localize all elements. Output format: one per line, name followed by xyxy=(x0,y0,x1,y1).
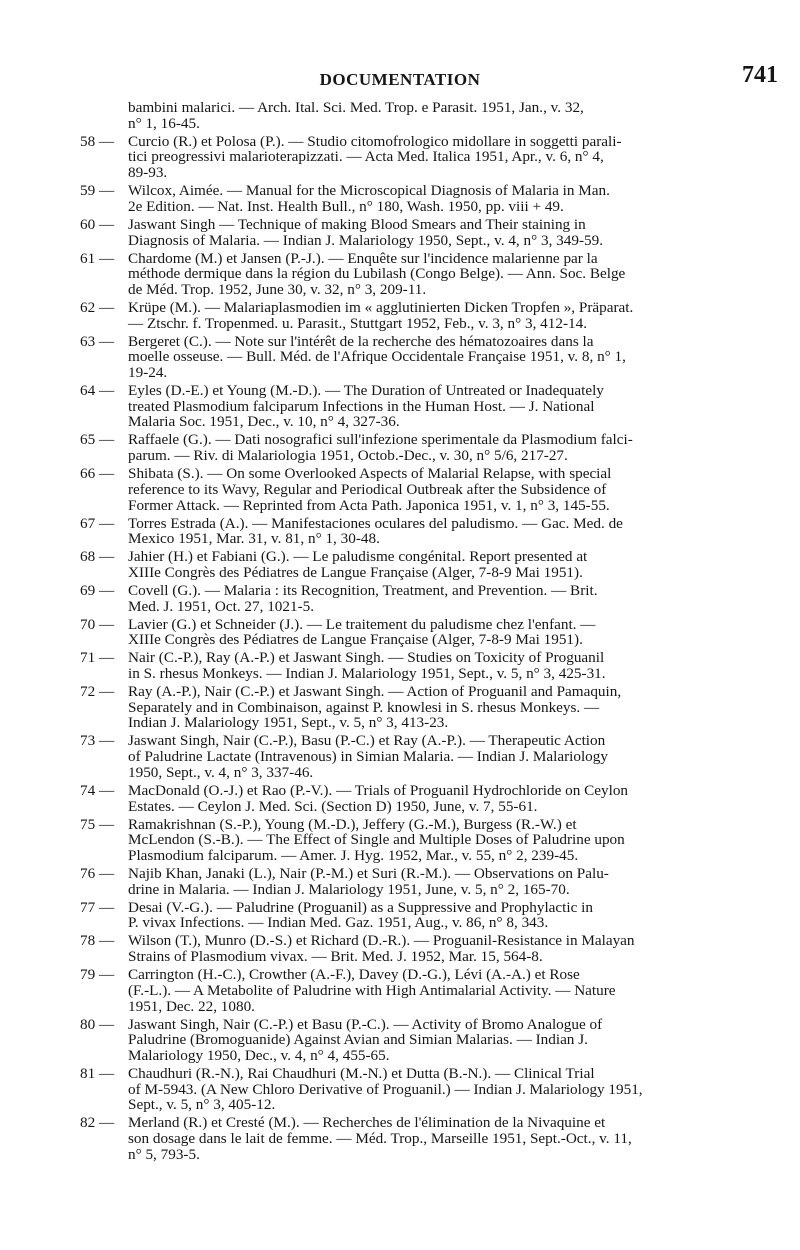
entry-citation: Wilson (T.), Munro (D.-S.) et Richard (D.-R.). — Proguanil-Resistance in Malayan Strains of Plasmodium vivax. — Brit. Med. J. 1952, Mar. 15, 564-8. xyxy=(128,932,635,966)
bibliography-entry xyxy=(0,866,800,897)
bibliography-entry xyxy=(0,900,800,931)
entry-citation: Jaswant Singh, Nair (C.-P.) et Basu (P.-C.). — Activity of Bromo Analogue of Paludrine (Bromoguanide) Against Avian and Simian Malarias. — Indian J. Malariology 1950, Dec., v. 4, n° 4, 455-65. xyxy=(128,1015,603,1064)
entry-citation: bambini malarici. — Arch. Ital. Sci. Med. Trop. e Parasit. 1951, Jan., v. 32, n° 1, 16-45. xyxy=(128,99,584,132)
entry-citation: Chardome (M.) et Jansen (P.-J.). — Enquête sur l'incidence malarienne par la méthode dermique dans la région du Lubilash (Congo Belge). — Ann. Soc. Belge de Méd. Trop. 1952, June 30, v. 32, n° 3, 209-11. xyxy=(128,249,626,298)
entry-citation: Chaudhuri (R.-N.), Rai Chaudhuri (M.-N.) et Dutta (B.-N.). — Clinical Trial of M-5943. (A New Chloro Derivative of Proguanil.) — Indian J. Malariology 1951, Sept., v. 5, n° 3, 405-12. xyxy=(128,1064,643,1114)
entry-number: 58 — xyxy=(80,132,115,150)
bibliography-entry xyxy=(0,1017,800,1064)
running-head xyxy=(0,60,800,100)
entry-number: 77 — xyxy=(80,898,115,916)
entry-citation: Covell (G.). — Malaria : its Recognition, Treatment, and Prevention. — Brit. Med. J. 1951, Oct. 27, 1021-5. xyxy=(128,581,598,615)
entry-citation: Krüpe (M.). — Malariaplasmodien im « agglutinierten Dicken Tropfen », Präparat. — Ztschr. f. Tropenmed. u. Parasit., Stuttgart 1952, Feb., v. 3, n° 3, 412-14. xyxy=(128,298,634,332)
entry-number: 64 — xyxy=(80,382,115,400)
bibliography-entry xyxy=(0,583,800,614)
entry-number: 70 — xyxy=(80,615,115,633)
bibliography-entry xyxy=(0,617,800,648)
entry-number: 61 — xyxy=(80,249,115,267)
bibliography-entry xyxy=(0,933,800,964)
entry-citation: Desai (V.-G.). — Paludrine (Proguanil) as a Suppressive and Prophylactic in P. vivax Infections. — Indian Med. Gaz. 1951, Aug., v. 86, n° 8, 343. xyxy=(128,898,593,932)
bibliography-list xyxy=(0,100,800,1165)
entry-citation: Jahier (H.) et Fabiani (G.). — Le paludisme congénital. Report presented at XIIIe Congrès des Pédiatres de Langue Française (Alger, 7-8-9 Mai 1951). xyxy=(128,548,588,581)
bibliography-entry xyxy=(0,334,800,381)
entry-citation: Ramakrishnan (S.-P.), Young (M.-D.), Jeffery (G.-M.), Burgess (R.-W.) et McLendon (S.-B.). — The Effect of Single and Multiple Doses of Paludrine upon Plasmodium falciparum. — Amer. J. Hyg. 1952, Mar., v. 55, n° 2, 239-45. xyxy=(128,815,625,864)
bibliography-entry xyxy=(0,217,800,248)
entry-number: 81 — xyxy=(80,1064,115,1082)
entry-citation: Carrington (H.-C.), Crowther (A.-F.), Davey (D.-G.), Lévi (A.-A.) et Rose (F.-L.). — A Metabolite of Paludrine with High Antimalarial Activity. — Nature 1951, Dec. 22, 1080. xyxy=(128,966,616,1015)
entry-citation: Najib Khan, Janaki (L.), Nair (P.-M.) et Suri (R.-M.). — Observations on Palu- drine in Malaria. — Indian J. Malariology 1951, June, v. 5, n° 2, 165-70. xyxy=(128,864,609,898)
page-title: DOCUMENTATION xyxy=(319,70,481,89)
entry-number: 75 — xyxy=(80,815,115,833)
entry-citation: Shibata (S.). — On some Overlooked Aspects of Malarial Relapse, with special reference to its Wavy, Regular and Periodical Outbreak after the Subsidence of Former Attack. — Reprinted from Acta Path. Japonica 1951, v. 1, n° 3, 145-55. xyxy=(128,465,612,514)
entry-number: 65 — xyxy=(80,431,115,449)
entry-number: 69 — xyxy=(80,581,115,599)
entry-number: 73 — xyxy=(80,732,115,750)
entry-citation: MacDonald (O.-J.) et Rao (P.-V.). — Trials of Proguanil Hydrochloride on Ceylon Estates. — Ceylon J. Med. Sci. (Section D) 1950, June, v. 7, 55-61. xyxy=(128,781,629,815)
entry-number: 71 — xyxy=(80,649,115,667)
entry-citation: Eyles (D.-E.) et Young (M.-D.). — The Duration of Untreated or Inadequately treated Plasmodium falciparum Infections in the Human Host. — J. National Malaria Soc. 1951, Dec., v. 10, n° 4, 327-36. xyxy=(128,382,604,431)
bibliography-entry xyxy=(0,183,800,214)
bibliography-entry xyxy=(0,300,800,331)
bibliography-entry xyxy=(0,516,800,547)
bibliography-entry xyxy=(0,134,800,181)
bibliography-entry xyxy=(0,549,800,580)
bibliography-entry xyxy=(0,251,800,298)
entry-number: 74 — xyxy=(80,781,115,799)
entry-number: 76 — xyxy=(80,864,115,882)
bibliography-entry xyxy=(0,1115,800,1162)
entry-number: 62 — xyxy=(80,298,115,316)
entry-number: 68 — xyxy=(80,548,115,566)
bibliography-entry xyxy=(0,383,800,430)
entry-number: 59 — xyxy=(80,182,115,200)
entry-citation: Torres Estrada (A.). — Manifestaciones oculares del paludismo. — Gac. Med. de Mexico 1951, Mar. 31, v. 81, n° 1, 30-48. xyxy=(128,514,623,548)
entry-citation: Nair (C.-P.), Ray (A.-P.) et Jaswant Singh. — Studies on Toxicity of Proguanil in S. rhesus Monkeys. — Indian J. Malariology 1951, Sept., v. 5, n° 3, 425-31. xyxy=(128,649,606,683)
bibliography-entry xyxy=(0,783,800,814)
entry-number: 67 — xyxy=(80,514,115,532)
bibliography-entry xyxy=(0,733,800,780)
entry-number: 60 — xyxy=(80,215,115,233)
entry-citation: Merland (R.) et Cresté (M.). — Recherches de l'élimination de la Nivaquine et son dosage dans le lait de femme. — Méd. Trop., Marseille 1951, Sept.-Oct., v. 11, n° 5, 793-5. xyxy=(128,1114,632,1163)
bibliography-entry xyxy=(0,817,800,864)
entry-number: 79 — xyxy=(80,966,115,984)
entry-citation: Lavier (G.) et Schneider (J.). — Le traitement du paludisme chez l'enfant. — XIIIe Congrès des Pédiatres de Langue Française (Alger, 7-8-9 Mai 1951). xyxy=(128,615,596,649)
entry-citation: Jaswant Singh — Technique of making Blood Smears and Their staining in Diagnosis of Malaria. — Indian J. Malariology 1950, Sept., v. 4, n° 3, 349-59. xyxy=(128,215,603,249)
bibliography-entry xyxy=(0,1066,800,1113)
entry-citation: Raffaele (G.). — Dati nosografici sull'infezione sperimentale da Plasmodium falci- parum. — Riv. di Malariologia 1951, Octob.-Dec., v. 30, n° 5/6, 217-27. xyxy=(128,431,633,465)
bibliography-entry xyxy=(0,432,800,463)
entry-number: 78 — xyxy=(80,932,115,950)
entry-number: 63 — xyxy=(80,332,115,350)
bibliography-entry xyxy=(0,650,800,681)
bibliography-entry xyxy=(0,967,800,1014)
entry-citation: Jaswant Singh, Nair (C.-P.), Basu (P.-C.) et Ray (A.-P.). — Therapeutic Action of Paludrine Lactate (Intravenous) in Simian Malaria. — Indian J. Malariology 1950, Sept., v. 4, n° 3, 337-46. xyxy=(128,732,608,781)
bibliography-entry xyxy=(0,466,800,513)
bibliography-entry xyxy=(0,684,800,731)
entry-number: 82 — xyxy=(80,1114,115,1132)
entry-citation: Curcio (R.) et Polosa (P.). — Studio citomofrologico midollare in soggetti parali- tici preogressivi malarioterapizzati. — Acta Med. Italica 1951, Apr., v. 6, n° 4, 89-93. xyxy=(128,132,622,182)
entry-citation: Wilcox, Aimée. — Manual for the Microscopical Diagnosis of Malaria in Man. 2e Edition. — Nat. Inst. Health Bull., n° 180, Wash. 1950, pp. viii + 49. xyxy=(128,182,610,215)
page-number: 741 xyxy=(742,62,778,88)
entry-number: 80 — xyxy=(80,1015,115,1033)
entry-number: 66 — xyxy=(80,465,115,483)
entry-citation: Ray (A.-P.), Nair (C.-P.) et Jaswant Singh. — Action of Proguanil and Pamaquin, Separately and in Combinaison, against P. knowlesi in S. rhesus Monkeys. — Indian J. Malariology 1951, Sept., v. 5, n° 3, 413-23. xyxy=(128,683,622,732)
entry-citation: Bergeret (C.). — Note sur l'intérêt de la recherche des hématozoaires dans la moelle osseuse. — Bull. Méd. de l'Afrique Occidentale Française 1951, v. 8, n° 1, 19-24. xyxy=(128,332,626,382)
bibliography-entry xyxy=(0,100,800,131)
entry-number: 72 — xyxy=(80,683,115,701)
